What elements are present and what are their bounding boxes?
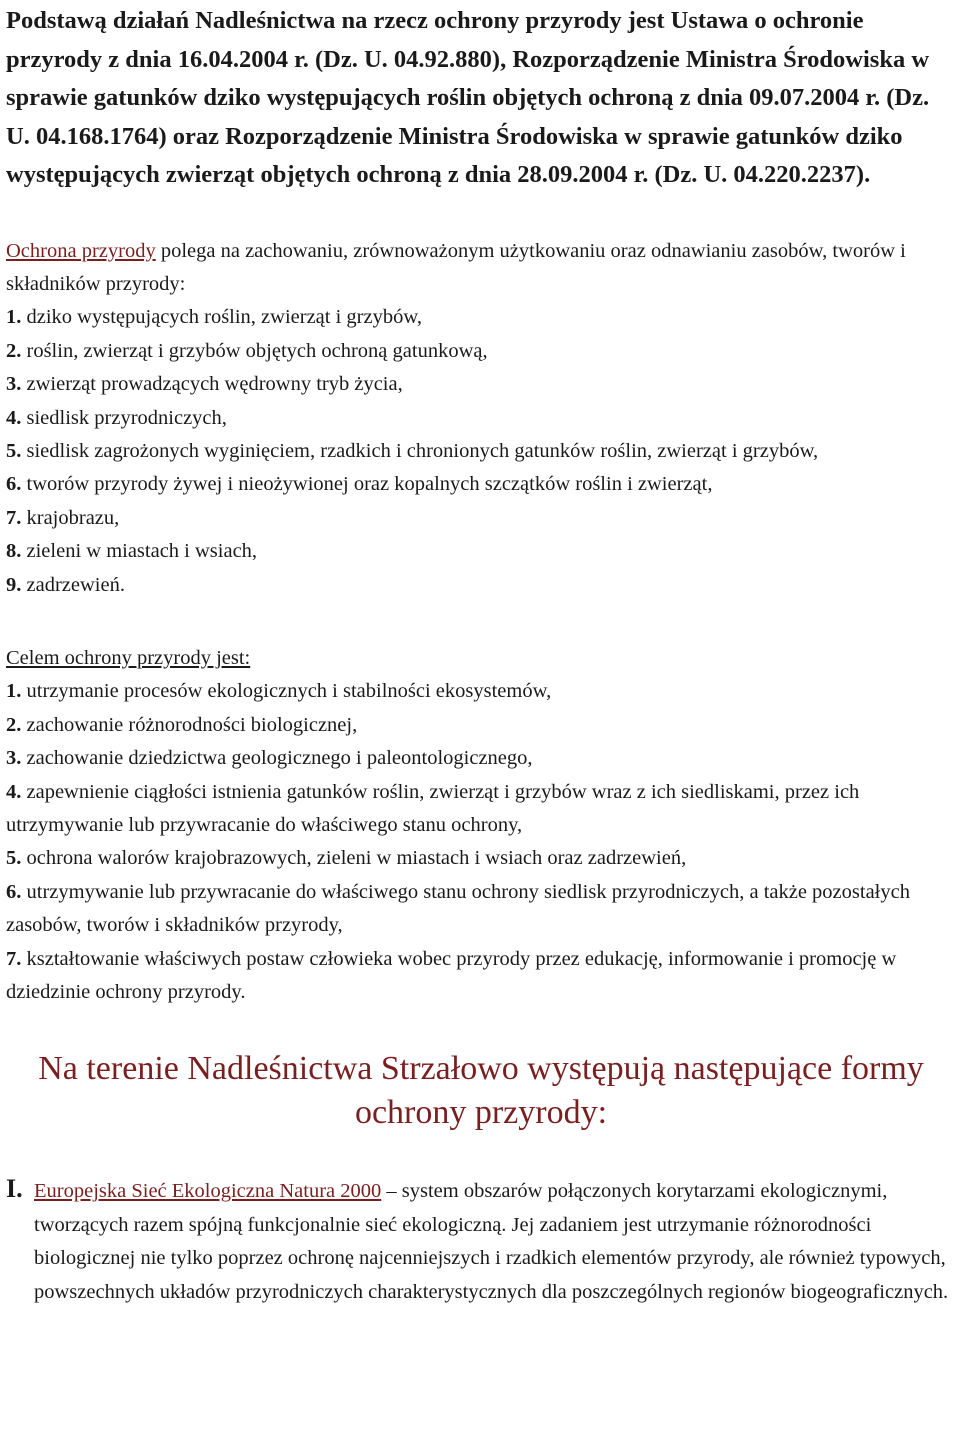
list-item: 4. siedlisk przyrodniczych, <box>6 406 227 429</box>
list-item: 1. utrzymanie procesów ekologicznych i stabilności ekosystemów, <box>6 680 552 703</box>
natura-section <box>6 1175 956 1309</box>
goals-heading: Celem ochrony przyrody jest: <box>6 646 251 669</box>
protection-definition <box>6 235 956 302</box>
list-item: 6. utrzymywanie lub przywracanie do właściwego stanu ochrony siedlisk przyrodniczych, a także pozostałych zasobów, tworów i składników przyrody, <box>6 880 910 937</box>
list-item: 2. roślin, zwierząt i grzybów objętych ochroną gatunkową, <box>6 339 488 362</box>
intro-paragraph: Podstawą działań Nadleśnictwa na rzecz ochrony przyrody jest Ustawa o ochronie przyrody z dnia 16.04.2004 r. (Dz. U. 04.92.880), Rozporządzenie Ministra Środowiska w sprawie gatunków dziko występujących roślin objętych ochroną z dnia 09.07.2004 r. (Dz. U. 04.168.1764) oraz Rozporządzenie Ministra Środowiska w sprawie gatunków dziko występujących zwierząt objętych ochroną z dnia 28.09.2004 r. (Dz. U. 04.220.2237). <box>6 7 930 188</box>
list-item: 7. kształtowanie właściwych postaw człowieka wobec przyrody przez edukację, informowanie i promocję w dziedzinie ochrony przyrody. <box>6 947 897 1004</box>
natura-text: – system obszarów połączonych korytarzami ekologicznymi, tworzących razem spójną funkcjonalnie sieć ekologiczną. Jej zadaniem jest utrzymanie różnorodności biologicznej nie tylko poprzez ochronę najcenniejszych i rzadkich elementów przyrody, ale również typowych, powszechnych układów przyrodniczych charakterystycznych dla poszczególnych regionów biogeograficznych. <box>34 1180 949 1303</box>
ochrona-przyrody-link[interactable]: Ochrona przyrody <box>6 239 156 262</box>
list-item: 3. zwierząt prowadzących wędrowny tryb życia, <box>6 373 403 396</box>
natura-2000-link[interactable]: Europejska Sieć Ekologiczna Natura 2000 <box>34 1180 382 1203</box>
list-item: 2. zachowanie różnorodności biologicznej, <box>6 713 358 736</box>
list-item: 4. zapewnienie ciągłości istnienia gatunków roślin, zwierząt i grzybów wraz z ich siedliskami, przez ich utrzymywanie lub przywracanie do właściwego stanu ochrony, <box>6 780 860 836</box>
goals-section <box>6 642 956 1009</box>
forms-title: Na terenie Nadleśnictwa Strzałowo występują następujące formy ochrony przyrody: <box>38 1050 924 1132</box>
list-item: 5. ochrona walorów krajobrazowych, zieleni w miastach i wsiach oraz zadrzewień, <box>6 847 687 870</box>
document-page <box>6 0 956 1309</box>
protection-definition-text: polega na zachowaniu, zrównoważonym użytkowaniu oraz odnawianiu zasobów, tworów i składników przyrody: <box>6 239 906 295</box>
protection-section <box>6 235 956 602</box>
list-item: 8. zieleni w miastach i wsiach, <box>6 540 258 563</box>
list-item: 9. zadrzewień. <box>6 573 125 596</box>
list-item: 3. zachowanie dziedzictwa geologicznego i paleontologicznego, <box>6 747 533 770</box>
list-item: 7. krajobrazu, <box>6 506 120 529</box>
list-item: 5. siedlisk zagrożonych wyginięciem, rzadkich i chronionych gatunków roślin, zwierząt i grzybów, <box>6 439 819 462</box>
natura-paragraph <box>6 1175 956 1309</box>
list-item: 1. dziko występujących roślin, zwierząt i grzybów, <box>6 306 422 329</box>
list-item: 6. tworów przyrody żywej i nieożywionej oraz kopalnych szczątków roślin i zwierząt, <box>6 473 713 496</box>
roman-numeral: I. <box>6 1174 23 1204</box>
